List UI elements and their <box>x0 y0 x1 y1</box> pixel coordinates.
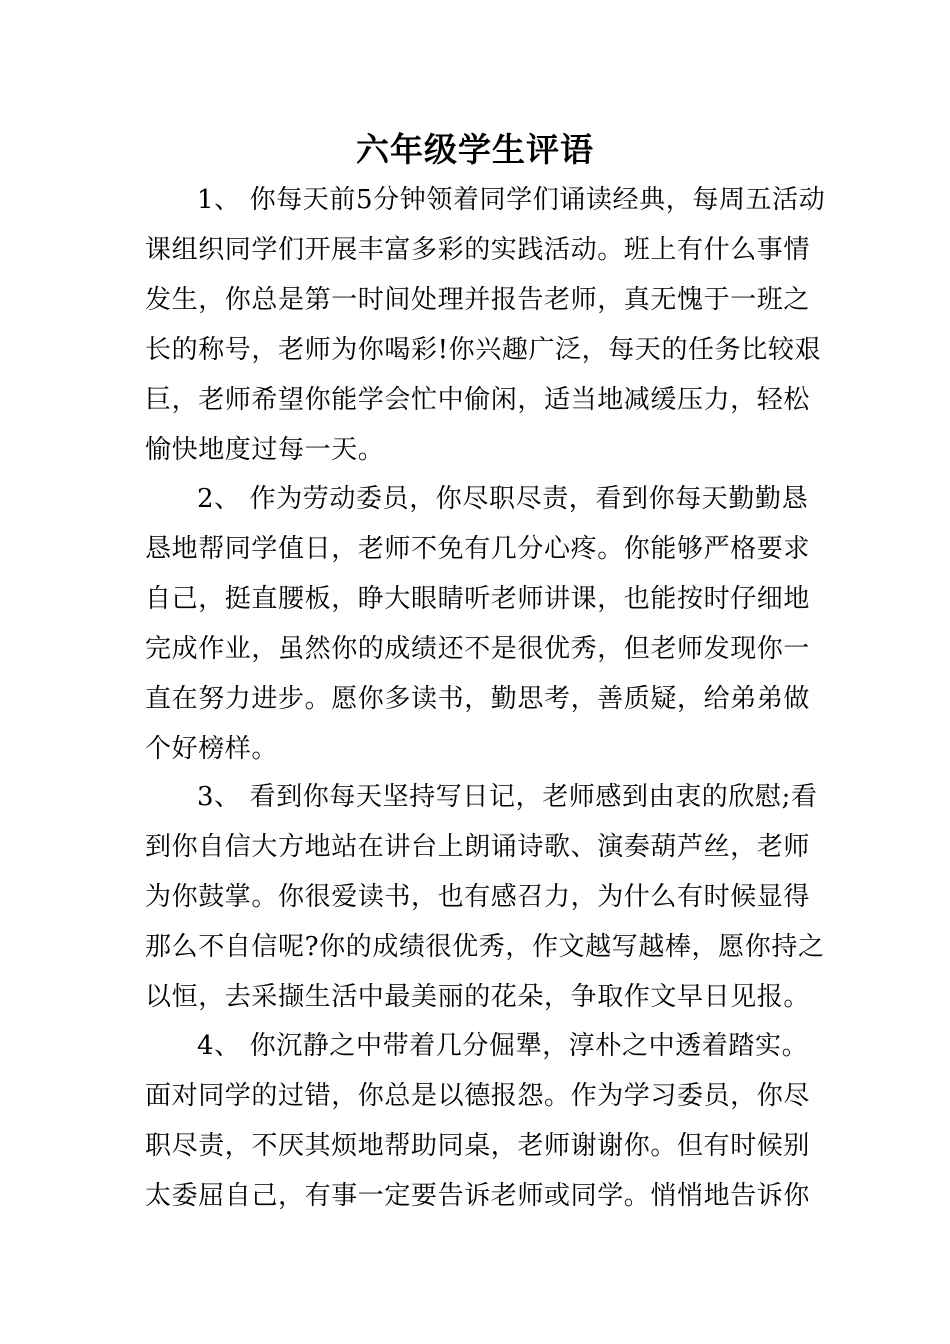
paragraph-3-line-2: 到你自信大方地站在讲台上朗诵诗歌、演奏葫芦丝，老师 <box>145 832 811 862</box>
paragraph-3-line-4: 那么不自信呢?你的成绩很优秀，作文越写越棒，愿你持之 <box>145 932 825 962</box>
paragraph-4-line-2: 面对同学的过错，你总是以德报怨。作为学习委员，你尽 <box>145 1081 811 1111</box>
paragraph-2-line-6: 个好榜样。 <box>145 734 279 764</box>
paragraph-4-line-1: 4、 你沉静之中带着几分倔犟，淳朴之中透着踏实。 <box>197 1031 809 1061</box>
document-title: 六年级学生评语 <box>356 130 594 169</box>
paragraph-2-line-5: 直在努力进步。愿你多读书，勤思考，善质疑，给弟弟做 <box>145 684 811 714</box>
paragraph-2-line-1: 2、 作为劳动委员，你尽职尽责，看到你每天勤勤恳 <box>197 484 809 514</box>
paragraph-4-line-3: 职尽责，不厌其烦地帮助同桌，老师谢谢你。但有时候别 <box>145 1131 811 1161</box>
paragraph-3-line-1: 3、 看到你每天坚持写日记，老师感到由衷的欣慰;看 <box>197 782 818 812</box>
paragraph-3-line-3: 为你鼓掌。你很爱读书，也有感召力，为什么有时候显得 <box>145 882 811 912</box>
paragraph-3-line-5: 以恒，去采撷生活中最美丽的花朵，争取作文早日见报。 <box>145 982 811 1012</box>
paragraph-2-line-4: 完成作业，虽然你的成绩还不是很优秀，但老师发现你一 <box>145 634 811 664</box>
paragraph-1-line-3: 发生，你总是第一时间处理并报告老师，真无愧于一班之 <box>145 285 811 315</box>
paragraph-2-line-3: 自己，挺直腰板，睁大眼睛听老师讲课，也能按时仔细地 <box>145 584 811 614</box>
paragraph-1-line-1: 1、 你每天前5分钟领着同学们诵读经典，每周五活动 <box>197 185 826 215</box>
paragraph-2-line-2: 恳地帮同学值日，老师不免有几分心疼。你能够严格要求 <box>145 534 811 564</box>
paragraph-1-line-6: 愉快地度过每一天。 <box>145 435 385 465</box>
paragraph-1-line-5: 巨，老师希望你能学会忙中偷闲，适当地减缓压力，轻松 <box>145 385 811 415</box>
paragraph-1-line-2: 课组织同学们开展丰富多彩的实践活动。班上有什么事情 <box>145 235 811 265</box>
paragraph-1-line-4: 长的称号，老师为你喝彩!你兴趣广泛，每天的任务比较艰 <box>145 335 822 365</box>
paragraph-4-line-4: 太委屈自己，有事一定要告诉老师或同学。悄悄地告诉你 <box>145 1181 811 1211</box>
